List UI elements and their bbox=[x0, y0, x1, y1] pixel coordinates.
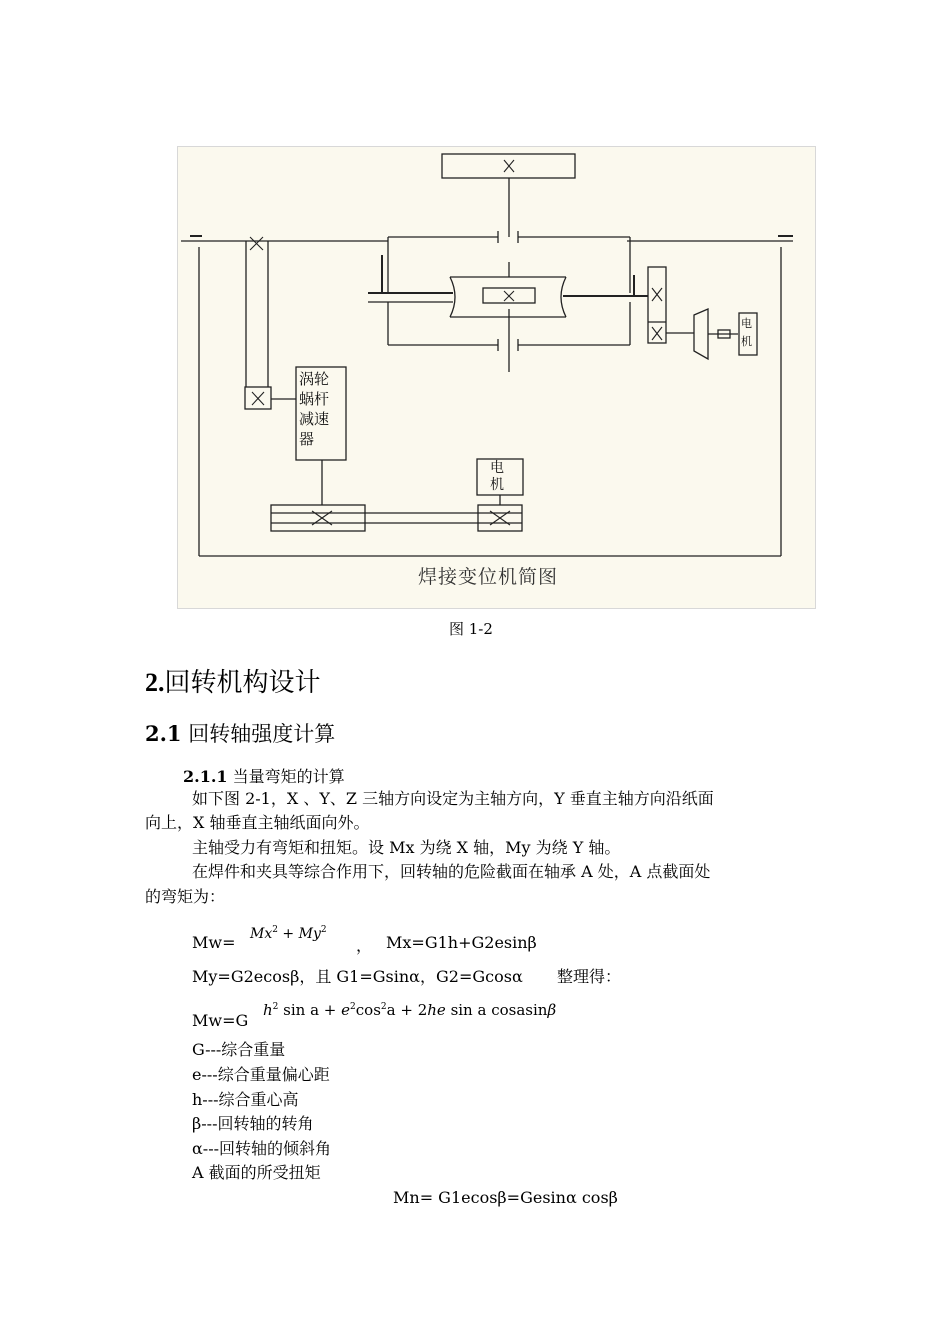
diagram-title: 焊接变位机简图 bbox=[418, 566, 559, 588]
definition-beta: β---回转轴的转角 bbox=[192, 1114, 314, 1133]
mw-separator: ， bbox=[356, 936, 373, 955]
paragraph-2: 主轴受力有弯矩和扭矩。设 Mx 为绕 X 轴，My 为绕 Y 轴。 bbox=[192, 838, 621, 857]
mn-formula: Mn= G1ecosβ=Gesinα cosβ bbox=[393, 1188, 618, 1207]
paragraph-1-line-2: 向上，X 轴垂直主轴纸面向外。 bbox=[145, 813, 370, 832]
paragraph-3-line-1: 在焊件和夹具等综合作用下，回转轴的危险截面在轴承 A 处，A 点截面处 bbox=[192, 862, 711, 881]
definition-h: h---综合重心高 bbox=[192, 1090, 299, 1109]
paragraph-1-line-1: 如下图 2-1，X 、Y、Z 三轴方向设定为主轴方向，Y 垂直主轴方向沿纸面 bbox=[192, 789, 714, 808]
diagram-lines bbox=[178, 147, 815, 608]
tidy-label: 整理得： bbox=[557, 967, 622, 986]
mw2-formula-label: Mw=G bbox=[192, 1011, 249, 1030]
reducer-label: 涡轮 蜗杆 减速 器 bbox=[299, 370, 330, 448]
section-heading: 2.回转机构设计 bbox=[145, 668, 321, 698]
subsection-heading: 2.1 回转轴强度计算 bbox=[145, 721, 336, 746]
mw2-sqrt-expression: $h^2$ $\sin a + e^2\cos^2a + 2he$ sin a cosasinβ bbox=[263, 1001, 557, 1019]
definition-torque: A 截面的所受扭矩 bbox=[192, 1163, 321, 1182]
mx-formula: Mx=G1h+G2esinβ bbox=[386, 933, 537, 952]
my-formula: My=G2ecosβ，且 G1=Gsinα，G2=Gcosα bbox=[192, 967, 523, 986]
mw-sqrt-expression: $Mx^2 + My^2$ bbox=[250, 925, 327, 942]
definition-alpha: α---回转轴的倾斜角 bbox=[192, 1139, 332, 1158]
mw-formula-label: Mw= bbox=[192, 933, 236, 952]
figure-label: 图 1-2 bbox=[449, 620, 493, 638]
paragraph-3-line-2: 的弯矩为： bbox=[145, 887, 226, 906]
motor-label-right: 电 机 bbox=[741, 317, 752, 348]
mechanism-diagram bbox=[177, 146, 816, 609]
definition-e: e---综合重量偏心距 bbox=[192, 1065, 330, 1084]
definition-g: G---综合重量 bbox=[192, 1040, 286, 1059]
motor-label-bottom: 电 机 bbox=[490, 460, 504, 493]
subsubsection-heading: 2.1.1 当量弯矩的计算 bbox=[183, 767, 345, 786]
